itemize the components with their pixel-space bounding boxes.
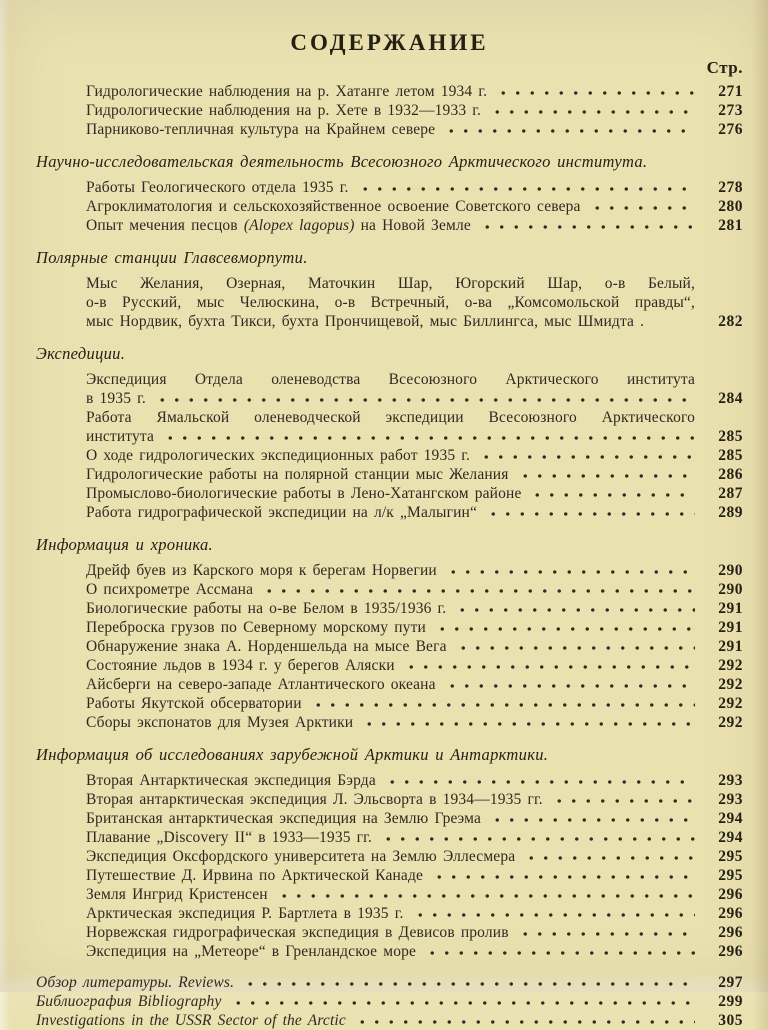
- toc-item: [86, 101, 743, 120]
- toc-item-text: мыс Нордвик, бухта Тикси, бухта Прончищевой, мыс Биллингса, мыс Шмидта .: [86, 313, 645, 330]
- toc-item-row: [86, 178, 743, 197]
- toc-item-text: Переброска грузов по Северному морскому пути: [86, 619, 426, 636]
- toc-item: [86, 580, 743, 599]
- toc-item-row: [86, 216, 743, 235]
- dot-leader: [275, 885, 695, 904]
- toc-item: [86, 771, 743, 790]
- toc-item-text: Экспедиция Оксфордского университета на Землю Эллесмера: [86, 848, 516, 865]
- toc-section: [36, 82, 743, 139]
- toc-item-row: [86, 828, 743, 847]
- toc-item: [86, 809, 743, 828]
- toc-item-row: [86, 771, 743, 790]
- toc-section: [36, 152, 743, 235]
- toc-item: [86, 675, 743, 694]
- page-number: 276: [718, 121, 743, 138]
- toc-item-text: Обзор литературы. Reviews.: [36, 974, 235, 991]
- toc-item-text: Сборы экспонатов для Музея Арктики: [86, 714, 354, 731]
- toc-item-line: Работа Ямальской оленеводческой экспедиции Всесоюзного Арктического: [86, 409, 695, 426]
- toc-section: [36, 745, 743, 961]
- toc-item-row: [86, 866, 743, 885]
- toc-item: [86, 618, 743, 637]
- toc-item-row: [86, 312, 743, 331]
- toc-item-text: Вторая Антарктическая экспедиция Бэрда: [86, 772, 376, 789]
- toc-item: [86, 465, 743, 484]
- toc-item-text: Гидрологические работы на полярной станции мыс Желания: [86, 466, 509, 483]
- toc-item: [86, 790, 743, 809]
- toc-item-row: [86, 101, 743, 120]
- page-number: 305: [718, 1012, 743, 1029]
- page-number: 295: [718, 848, 743, 865]
- section-header: Информация и хроника.: [36, 535, 213, 554]
- page-number: 296: [718, 905, 743, 922]
- toc-item-text: Айсберги на северо-западе Атлантического океана: [86, 676, 436, 693]
- toc-item: [86, 923, 743, 942]
- toc-item: [86, 866, 743, 885]
- toc-item-text: Плавание „Discovery II“ в 1933—1935 гг.: [86, 829, 372, 846]
- toc-item-row: [36, 992, 743, 1011]
- toc-item-text: О ходе гидрологических экспедиционных работ 1935 г.: [86, 447, 471, 464]
- page-number: 290: [718, 562, 743, 579]
- toc-item-row: [36, 1011, 743, 1030]
- toc-item-row: [86, 694, 743, 713]
- page-number: 291: [718, 638, 743, 655]
- page-number: 291: [718, 600, 743, 617]
- toc-item-row: [86, 618, 743, 637]
- toc-item: [86, 197, 743, 216]
- page-number: 294: [718, 810, 743, 827]
- toc-section: [36, 344, 743, 522]
- toc-item: [86, 503, 743, 522]
- toc-item-text-part: Опыт мечения песцов: [86, 217, 244, 234]
- dot-leader: [453, 599, 695, 618]
- toc-item: [36, 1011, 743, 1030]
- toc-item-text: Парниково-тепличная культура на Крайнем севере: [86, 121, 436, 138]
- dot-leader: [588, 197, 695, 216]
- toc-item: [86, 694, 743, 713]
- dot-leader: [383, 771, 695, 790]
- toc-item-text: Дрейф буев из Карского моря к берегам Норвегии: [86, 562, 437, 579]
- toc-item-row: [86, 484, 743, 503]
- dot-leader: [478, 216, 695, 235]
- page-number: 289: [718, 504, 743, 521]
- toc-item-text-part: на Новой Земле: [354, 217, 471, 234]
- toc-item-text: Работы Геологического отдела 1935 г.: [86, 179, 349, 196]
- toc-item-text: Биологические работы на о-ве Белом в 1935/1936 г.: [86, 600, 447, 617]
- dot-leader: [522, 847, 695, 866]
- toc-item-row: [86, 923, 743, 942]
- dot-leader: [161, 427, 695, 446]
- toc-section: [36, 535, 743, 732]
- dot-leader: [260, 580, 695, 599]
- toc-item-text: Промыслово-биологические работы в Лено-Хатангском районе: [86, 485, 522, 502]
- page-number: 285: [718, 428, 743, 445]
- toc-item-row: [86, 790, 743, 809]
- page-number: 271: [718, 83, 743, 100]
- section-header: Информация об исследованиях зарубежной Арктики и Антарктики.: [36, 745, 549, 764]
- dot-leader: [477, 446, 695, 465]
- toc-item-text: Гидрологические наблюдения на р. Хете в 1932—1933 г.: [86, 102, 482, 119]
- toc-item-text: Состояние льдов в 1934 г. у берегов Аляски: [86, 657, 395, 674]
- toc-item: [86, 637, 743, 656]
- toc-item-row: [86, 427, 743, 446]
- toc-item: [86, 216, 743, 235]
- toc-item: [86, 904, 743, 923]
- toc-item-text: Работа гидрографической экспедиции на л/к „Малыгин“: [86, 504, 478, 521]
- toc-item-text: Работы Якутской обсерватории: [86, 695, 302, 712]
- page-number: 292: [718, 676, 743, 693]
- page-number: 290: [718, 581, 743, 598]
- page-column-label: Стр.: [706, 58, 743, 77]
- toc-item: [86, 120, 743, 139]
- toc-item-row: [86, 446, 743, 465]
- page-number: 293: [718, 791, 743, 808]
- dot-leader: [442, 120, 695, 139]
- page-number: 296: [718, 886, 743, 903]
- page-number: 293: [718, 772, 743, 789]
- toc-item-text: Гидрологические наблюдения на р. Хатанге летом 1934 г.: [86, 83, 488, 100]
- page-number: 292: [718, 657, 743, 674]
- dot-leader: [484, 503, 695, 522]
- dot-leader: [309, 694, 695, 713]
- toc-item: [86, 847, 743, 866]
- toc-item-text-part: (Alopex lagopus): [243, 217, 355, 234]
- toc-item-row: [86, 580, 743, 599]
- page-number: 280: [718, 198, 743, 215]
- page-number: 296: [718, 924, 743, 941]
- toc-item: [86, 484, 743, 503]
- dot-leader: [241, 973, 695, 992]
- toc-item: [86, 178, 743, 197]
- toc-item: [86, 82, 743, 101]
- page-number: 281: [718, 217, 743, 234]
- dot-leader: [411, 904, 695, 923]
- toc-item-row: [86, 599, 743, 618]
- page-number: 292: [718, 714, 743, 731]
- toc-item-text: Агроклиматология и сельскохозяйственное освоение Советского севера: [86, 198, 581, 215]
- page-title: СОДЕРЖАНИЕ: [290, 30, 489, 55]
- toc-item-row: [36, 973, 743, 992]
- dot-leader: [353, 1011, 695, 1030]
- dot-leader: [423, 942, 695, 961]
- dot-leader: [356, 178, 696, 197]
- page-number: 287: [718, 485, 743, 502]
- toc-item: [86, 446, 743, 465]
- toc-item-text: О психрометре Ассмана: [86, 581, 254, 598]
- toc-item-row: [86, 197, 743, 216]
- page-number: 286: [718, 466, 743, 483]
- dot-leader: [651, 312, 695, 331]
- page-number: 284: [718, 390, 743, 407]
- toc-item-line: Мыс Желания, Озерная, Маточкин Шар, Югорский Шар, о-в Белый,: [86, 275, 695, 292]
- page-number: 299: [718, 993, 743, 1010]
- dot-leader: [402, 656, 695, 675]
- toc-item-text: Экспедиция на „Метеоре“ в Гренландское море: [86, 943, 417, 960]
- toc-item: [86, 599, 743, 618]
- toc-item-row: [86, 465, 743, 484]
- toc-item: [86, 370, 743, 408]
- page-number: 278: [718, 179, 743, 196]
- page-number: 291: [718, 619, 743, 636]
- section-header: Экспедиции.: [36, 344, 126, 363]
- dot-leader: [528, 484, 695, 503]
- toc-item-row: [86, 120, 743, 139]
- toc-item-row: [86, 885, 743, 904]
- toc-item-text: Арктическая экспедиция Р. Бартлета в 1935 г.: [86, 905, 404, 922]
- toc-item-row: [86, 904, 743, 923]
- toc-item-text: Британская антарктическая экспедиция на Землю Греэма: [86, 810, 482, 827]
- page-number: 295: [718, 867, 743, 884]
- dot-leader: [443, 675, 695, 694]
- page-number: 292: [718, 695, 743, 712]
- page-number: 282: [718, 313, 743, 330]
- toc-item-row: [86, 809, 743, 828]
- toc-item-text: в 1935 г.: [86, 390, 146, 407]
- toc-item: [86, 885, 743, 904]
- toc-item-row: [86, 561, 743, 580]
- toc-item: [36, 973, 743, 992]
- toc-item: [86, 713, 743, 732]
- toc-item-row: [86, 637, 743, 656]
- toc-item-row: [86, 656, 743, 675]
- toc-item: [36, 992, 743, 1011]
- toc-item: [86, 408, 743, 446]
- toc-item-text: Investigations in the USSR Sector of the Arctic: [36, 1012, 346, 1029]
- table-of-contents: [36, 82, 743, 1030]
- toc-item-text: Обнаружение знака А. Норденшельда на мысе Вега: [86, 638, 447, 655]
- dot-leader: [494, 82, 695, 101]
- dot-leader: [379, 828, 695, 847]
- toc-item-row: [86, 713, 743, 732]
- toc-item-row: [86, 847, 743, 866]
- dot-leader: [516, 465, 695, 484]
- toc-item: [86, 561, 743, 580]
- toc-item-text: Земля Ингрид Кристенсен: [86, 886, 268, 903]
- toc-item-row: [86, 503, 743, 522]
- page-number: 294: [718, 829, 743, 846]
- toc-item: [86, 942, 743, 961]
- toc-item: [86, 828, 743, 847]
- toc-section: [36, 248, 743, 331]
- toc-item-text: Норвежская гидрографическая экспедиция в Девисов пролив: [86, 924, 509, 941]
- dot-leader: [430, 866, 695, 885]
- dot-leader: [488, 101, 695, 120]
- toc-item-line: Экспедиция Отдела оленеводства Всесоюзного Арктического института: [86, 371, 695, 388]
- dot-leader: [229, 992, 696, 1011]
- dot-leader: [550, 790, 695, 809]
- page-number: 296: [718, 943, 743, 960]
- section-header: Полярные станции Главсевморпути.: [36, 248, 308, 267]
- page-number: 285: [718, 447, 743, 464]
- toc-item-text: [86, 216, 471, 235]
- dot-leader: [360, 713, 695, 732]
- toc-item-text: Библиография Bibliography: [36, 993, 222, 1010]
- section-header: Научно-исследовательская деятельность Всесоюзного Арктического института.: [36, 152, 648, 171]
- toc-item-text: Вторая антарктическая экспедиция Л. Эльсворта в 1934—1935 гг.: [86, 791, 543, 808]
- toc-item-line: о-в Русский, мыс Челюскина, о-в Встречный, о-ва „Комсомольской правды“,: [86, 294, 695, 311]
- toc-item-row: [86, 82, 743, 101]
- closing-section: [36, 973, 743, 1030]
- toc-item-row: [86, 389, 743, 408]
- page-number: 297: [718, 974, 743, 991]
- dot-leader: [516, 923, 695, 942]
- toc-item-row: [86, 942, 743, 961]
- dot-leader: [454, 637, 695, 656]
- page-number: 273: [718, 102, 743, 119]
- toc-item-text: Путешествие Д. Ирвина по Арктической Канаде: [86, 867, 424, 884]
- toc-item-row: [86, 675, 743, 694]
- dot-leader: [433, 618, 695, 637]
- toc-item: [86, 274, 743, 331]
- dot-leader: [153, 389, 695, 408]
- toc-item-text: института: [86, 428, 155, 445]
- toc-item: [86, 656, 743, 675]
- dot-leader: [488, 809, 695, 828]
- dot-leader: [444, 561, 695, 580]
